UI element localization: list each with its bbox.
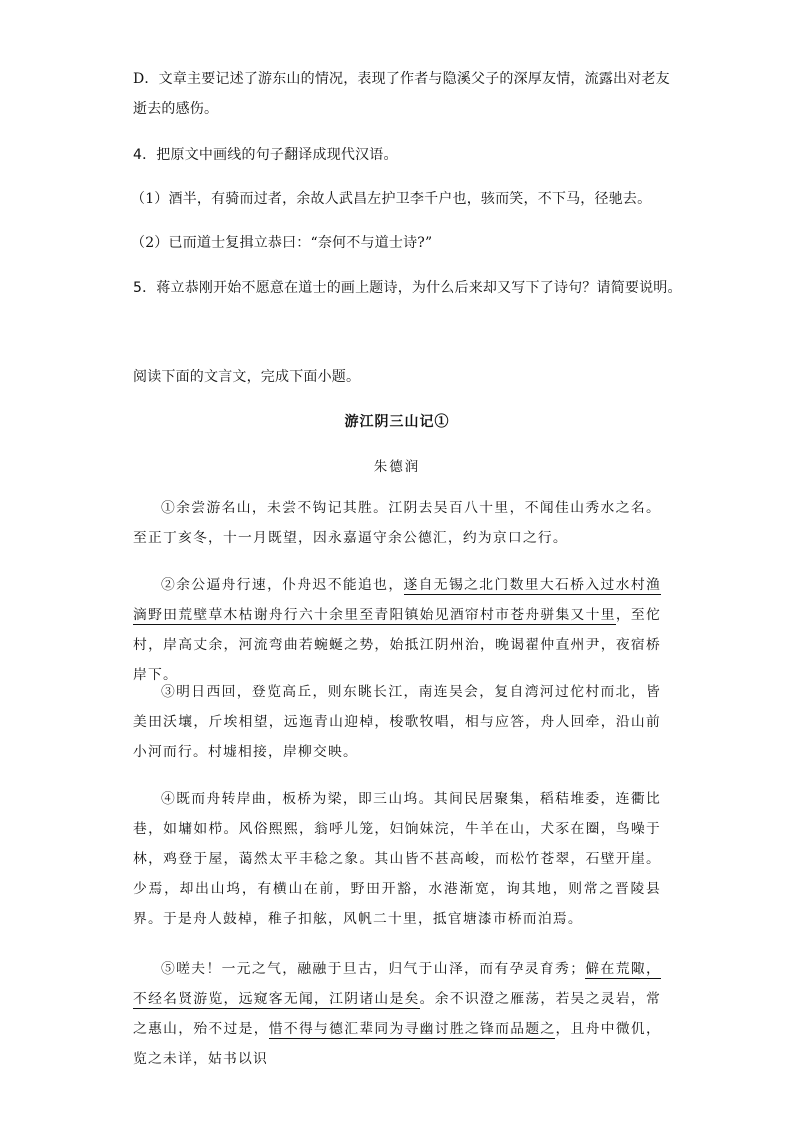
question-5: 5．蒋立恭刚开始不愿意在道士的画上题诗，为什么后来却又写下了诗句？请简要说明。 (133, 280, 682, 296)
paragraph-3: ③明日西回，登览高丘，则东眺长江，南连吴会，复自湾河过佗村而北，皆美田沃壤，斤埃相望，远迤青山迎棹，梭歌牧唱，相与应答，舟人回牵，沿山前小河而行。村墟相接，岸柳交映。 (133, 684, 661, 760)
underlined-sentence-1: 遂自无锡之北门数里大石桥入过水村渔滴野田荒壁草木枯谢舟行六十余里至青阳镇始见酒帘村市苍舟骈集又十里 (133, 577, 661, 623)
paragraph-1: ①余尝游名山，未尝不钩记其胜。江阴去吴百八十里，不闻佳山秀水之名。至正丁亥冬，十一月既望，因永嘉逼守余公德汇，约为京口之行。 (133, 500, 661, 546)
reading-instruction: 阅读下面的文言文，完成下面小题。 (133, 369, 361, 385)
paragraph-2: ②余公逼舟行速，仆舟迟不能追也，遂自无锡之北门数里大石桥入过水村渔滴野田荒壁草木枯谢舟行六十余里至青阳镇始见酒帘村市苍舟骈集又十里，至佗村，岸高丈余，河流弯曲若蜿蜒之势，始抵江阴州治，晚谒翟仲直州尹，夜宿桥岸下。 (133, 577, 661, 683)
question-4: 4．把原文中画线的句子翻译成现代汉语。 (133, 147, 398, 163)
question-4-part-1: （1）酒半，有骑而过者，余故人武昌左护卫李千户也，骇而笑，不下马，径驰去。 (131, 191, 652, 207)
passage-title: 游江阴三山记① (344, 414, 450, 430)
passage-author: 朱德润 (373, 459, 421, 475)
paragraph-4: ④既而舟转岸曲，板桥为梁，即三山坞。其间民居聚集，稻秸堆委，连衢比巷，如墉如栉。风俗熙熙，翁呼儿笼，妇饷妹浣，牛羊在山，犬豕在圈，鸟噪于林，鸡登于屋，蔼然太平丰稔之象。其山皆不甚高峻，而松竹苍翠，石壁开崖。少焉，却出山坞，有横山在前，野田开豁，水港渐宽，询其地，则常之晋陵县界。于是舟人鼓棹，稚子扣舷，风帆二十里，抵官塘漆市桥而泊焉。 (133, 791, 661, 927)
option-d-line-1: D．文章主要记述了游东山的情况，表现了作者与隐溪父子的深厚友情，流露出对老友 (133, 71, 670, 87)
paragraph-5: ⑤嗟夫！一元之气，融融于旦古，归气于山泽，而有孕灵育秀；僻在荒陬，不经名贤游览，远窥客无闻，江阴诸山是矣。余不识澄之雁荡，若吴之灵岩，常之惠山，殆不过是，惜不得与德汇辈同为寻幽讨胜之锋而品题之，且舟中微仉，览之未详，姑书以识 (133, 961, 661, 1067)
underlined-sentence-3: 惜不得与德汇辈同为寻幽讨胜之锋而品题之 (268, 1021, 556, 1037)
option-d-line-2: 逝去的感伤。 (133, 101, 219, 117)
underlined-sentence-2: 僻在荒陬，不经名贤游览，远窥客无闻，江阴诸山是矣 (133, 961, 661, 1007)
question-4-part-2: （2）已而道士复揖立恭曰：“奈何不与道士诗?” (131, 235, 433, 251)
